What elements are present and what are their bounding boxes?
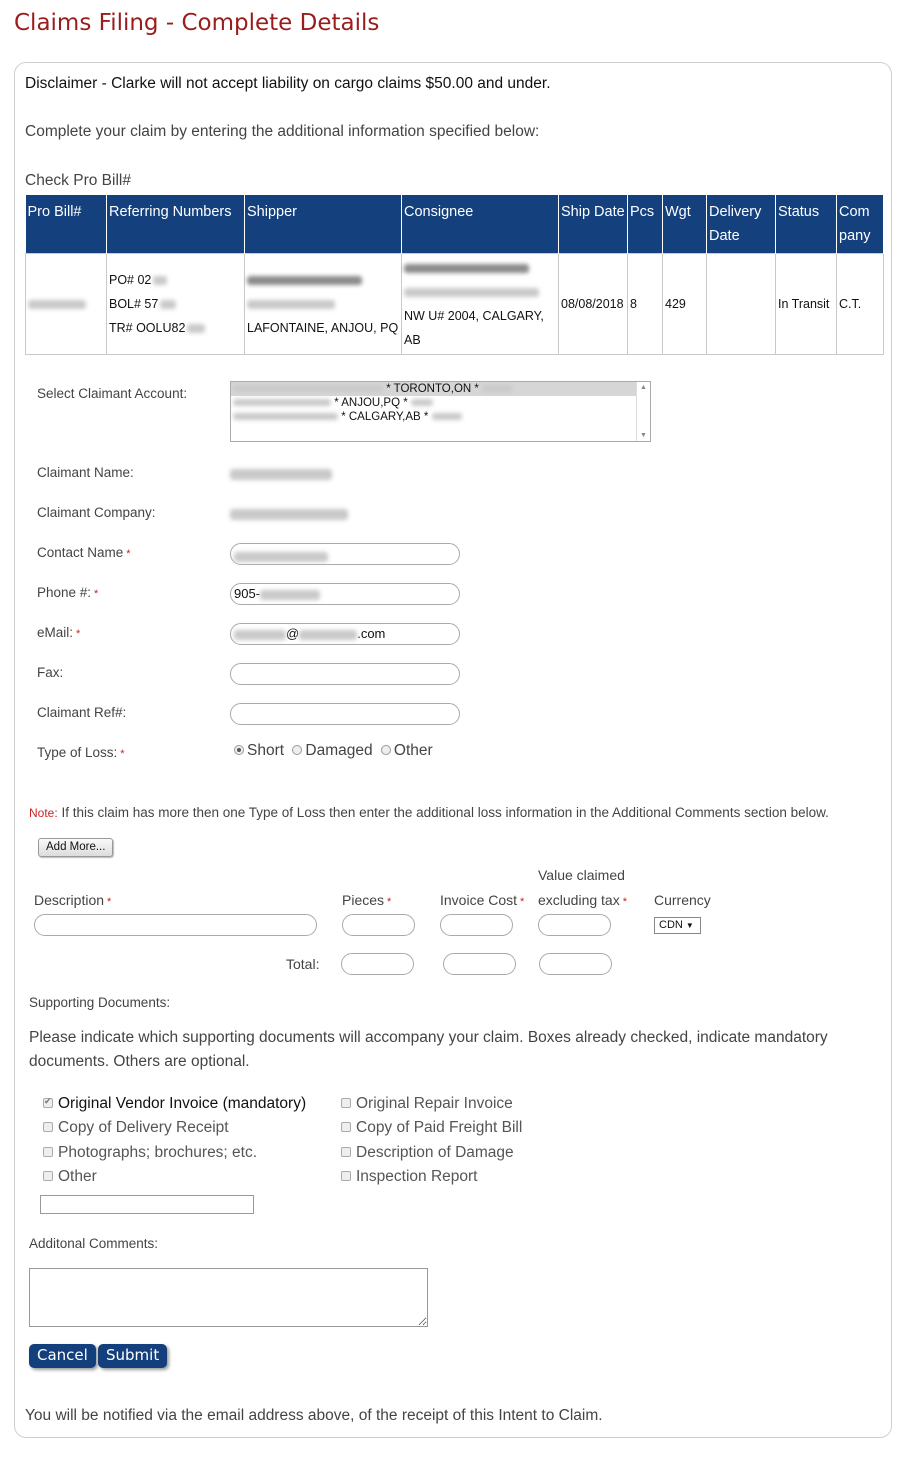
wgt-cell: 429 [663,254,707,355]
supporting-docs-instructions: Please indicate which supporting documents will accompany your claim. Boxes already checked, indicate mandatory documents. Others are optional. [29,1029,828,1070]
col-header: Wgt [663,195,707,254]
submit-button[interactable]: Submit [98,1344,167,1368]
redacted-text [432,413,462,420]
status-cell: In Transit [776,254,837,355]
fax-label: Fax: [37,665,64,680]
type-of-loss-label [37,745,125,760]
currency-select[interactable] [654,917,701,934]
checkbox-icon[interactable] [341,1147,351,1157]
value-claimed-label: Value claimed [538,867,625,883]
checkbox-icon[interactable] [341,1098,351,1108]
phone-label [37,585,98,600]
other-doc-field[interactable] [40,1195,254,1214]
required-marker: * [126,548,131,560]
disclaimer-text: Disclaimer - Clarke will not accept liability on cargo claims $50.00 and under. [25,75,551,92]
field-value: 905- [234,586,261,601]
referring-numbers-cell [107,254,245,355]
intro-text: Complete your claim by entering the additional information specified below: [25,123,540,140]
col-header: Shipper [245,195,402,254]
claimant-name-label: Claimant Name: [37,465,134,480]
comments-label: Additonal Comments: [29,1236,159,1251]
scroll-down-icon[interactable]: ▼ [640,432,647,439]
col-header: Consignee [402,195,559,254]
label-text: Contact Name [37,545,124,560]
col-header: Status [776,195,837,254]
page-title: Claims Filing - Complete Details [14,10,380,36]
label-text: Invoice Cost [440,892,518,908]
doc-label: Description of Damage [356,1144,514,1161]
field-value: @ [286,626,300,641]
consignee-address: NW U# 2004, CALGARY, AB [404,309,544,347]
required-marker: * [622,896,627,908]
claimant-account-option[interactable] [231,410,650,424]
redacted-text [299,630,357,640]
checkbox-icon[interactable] [341,1171,351,1181]
option-label: Other [393,742,433,759]
col-header: Com pany [837,195,884,254]
redacted-text [230,509,348,520]
claim-panel [14,62,892,1438]
label-text: excluding tax [538,892,620,908]
consignee-cell [402,254,559,355]
doc-photographs[interactable] [43,1144,257,1162]
doc-label: Copy of Delivery Receipt [58,1119,229,1136]
radio-icon[interactable] [381,745,391,755]
loss-note [29,805,889,820]
col-header: Ship Date [559,195,628,254]
delivery-date-cell [707,254,776,355]
label-text: Phone #: [37,585,92,600]
col-header: Referring Numbers [107,195,245,254]
checkbox-icon[interactable] [43,1122,53,1132]
redacted-text [411,399,433,406]
checkbox-icon[interactable] [43,1147,53,1157]
ref-bol: BOL# 57 [109,297,159,311]
company-cell: C.T. [837,254,884,355]
required-marker: * [76,628,81,640]
description-field[interactable] [34,914,317,936]
doc-label: Other [58,1168,97,1185]
email-field[interactable] [230,623,460,645]
loss-option-short[interactable] [234,742,284,759]
doc-other[interactable] [43,1168,97,1186]
claimant-company-value [230,506,348,524]
checkbox-icon[interactable] [43,1171,53,1181]
doc-original-repair-invoice[interactable] [341,1095,513,1113]
loss-option-damaged[interactable] [292,742,372,759]
excluding-tax-label [538,892,627,908]
claimant-account-listbox[interactable] [230,381,651,442]
option-label: Damaged [305,742,373,759]
required-marker: * [107,896,112,908]
claimant-account-option[interactable] [231,396,650,410]
supporting-docs-heading: Supporting Documents: [29,995,171,1010]
email-label [37,625,80,640]
col-header: Pro Bill# [26,195,107,254]
doc-label: Original Repair Invoice [356,1095,513,1112]
ship-date-cell: 08/08/2018 [559,254,628,355]
redacted-text [234,630,286,640]
required-marker: * [94,588,99,600]
listbox-scrollbar[interactable] [636,382,650,441]
ref-po: PO# 02 [109,273,152,287]
value-claimed-field[interactable] [538,914,611,936]
required-marker: * [387,896,392,908]
contact-name-field[interactable] [230,543,460,565]
total-invoice-field[interactable] [443,953,516,975]
doc-delivery-receipt[interactable] [43,1119,229,1137]
label-text: Description [34,892,105,908]
fax-field[interactable] [230,663,460,685]
select-claimant-label: Select Claimant Account: [37,386,188,401]
claimant-ref-label: Claimant Ref#: [37,705,127,720]
doc-label: Inspection Report [356,1168,478,1185]
redacted-text [233,385,383,392]
required-marker: * [520,896,525,908]
claimant-name-value [230,466,332,484]
redacted-text [247,300,335,309]
pieces-field[interactable] [342,914,415,936]
pcs-cell: 8 [628,254,663,355]
redacted-text [28,300,86,309]
contact-name-label [37,545,131,560]
loss-option-other[interactable] [381,742,433,759]
doc-original-vendor-invoice[interactable] [43,1095,306,1113]
shipper-city: LAFONTAINE, ANJOU, PQ [247,321,399,335]
checkbox-icon[interactable] [341,1122,351,1132]
shipper-cell [245,254,402,355]
account-location: * TORONTO,ON * [386,383,479,395]
redacted-text [153,276,167,285]
claimant-company-label: Claimant Company: [37,505,156,520]
select-value: CDN [659,919,683,931]
doc-inspection-report[interactable] [341,1168,478,1186]
redacted-text [233,399,331,406]
redacted-text [233,413,338,420]
label-text: Type of Loss: [37,745,118,760]
type-of-loss-group [234,742,433,760]
total-value-field[interactable] [539,953,612,975]
radio-icon[interactable] [292,745,302,755]
account-location: * ANJOU,PQ * [334,397,408,409]
check-pro-label: Check Pro Bill# [25,172,131,189]
redacted-text [160,300,176,309]
scroll-up-icon[interactable]: ▲ [640,384,647,391]
doc-description-of-damage[interactable] [341,1144,514,1162]
description-label [34,892,111,908]
pro-bill-cell[interactable] [26,254,107,355]
required-marker: * [120,748,125,760]
add-more-button[interactable]: Add More... [38,838,113,857]
claimant-ref-field[interactable] [230,703,460,725]
radio-selected-icon[interactable] [234,745,244,755]
redacted-text [230,469,332,480]
doc-label: Photographs; brochures; etc. [58,1144,258,1161]
redacted-text [187,324,205,333]
pieces-label [342,892,391,908]
cancel-button[interactable]: Cancel [29,1344,96,1368]
footer-notice: You will be notified via the email address above, of the receipt of this Intent to Claim. [25,1407,603,1424]
redacted-text [404,288,539,297]
account-location: * CALGARY,AB * [341,411,429,423]
table-row [26,254,884,355]
total-pieces-field[interactable] [341,953,414,975]
dropdown-arrow-icon: ▼ [685,921,694,930]
doc-label: Copy of Paid Freight Bill [356,1119,523,1136]
invoice-cost-field[interactable] [440,914,513,936]
checkbox-checked-icon[interactable] [43,1098,53,1108]
redacted-text [247,276,362,285]
invoice-cost-label [440,892,524,908]
redacted-text [260,590,320,600]
comments-textarea[interactable] [29,1268,428,1327]
total-label: Total: [286,956,320,972]
doc-label: Original Vendor Invoice (mandatory) [58,1095,307,1112]
redacted-text [234,552,328,562]
phone-field[interactable] [230,583,460,605]
ref-tr: TR# OOLU82 [109,321,186,335]
option-label: Short [247,742,285,759]
redacted-text [482,385,512,392]
note-prefix: Note: [29,806,58,820]
field-value: .com [357,626,386,641]
currency-label: Currency [654,892,711,908]
col-header: Delivery Date [707,195,776,254]
claimant-account-option[interactable] [231,382,636,396]
col-header: Pcs [628,195,663,254]
label-text: eMail: [37,625,74,640]
label-text: Pieces [342,892,385,908]
pro-bill-table [25,195,884,355]
note-text: If this claim has more then one Type of Loss then enter the additional loss information in the Additional Comments section below. [57,805,829,820]
doc-paid-freight-bill[interactable] [341,1119,522,1137]
redacted-text [404,264,529,273]
